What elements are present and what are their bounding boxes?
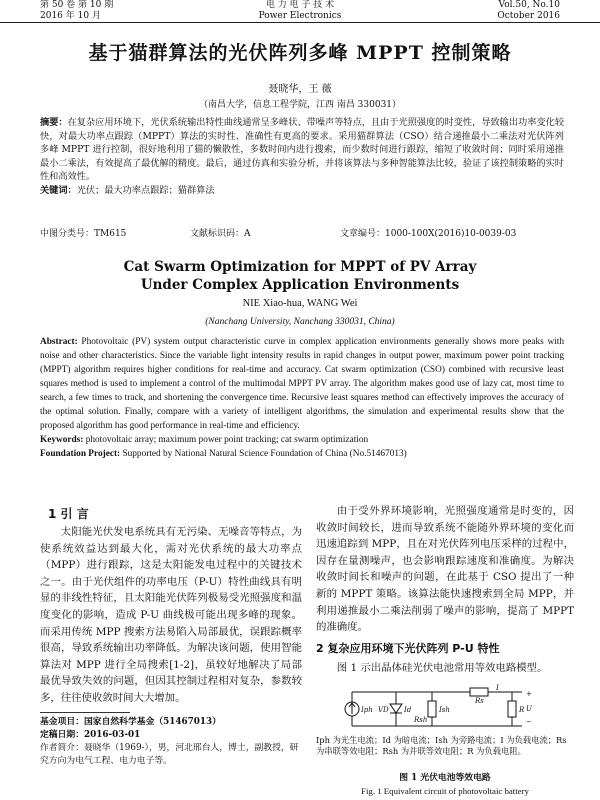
figure-1-caption-en: Fig. 1 Equivalent circuit of photovoltaic battery: [361, 786, 529, 796]
section-1-para-1: 太阳能光伏发电系统具有无污染、无噪音等特点，为使系统效益达到最大化，需对光伏系统的最大功率点（MPP）进行跟踪，这是太阳能发电过程中的关键技术之一。由于光伏组件的功率电压（P-U）特性曲线具有明显的非线性特征，且太阳能光伏阵列极易受光照强度和温度变化的影响，造成 P-U 曲线极可能出现多峰的现象。而采用传统 MPP 搜索方法易陷入局部最优，误跟踪概率很高，导致系统输出功率降低。为解决该问题，使用智能算法对 MPP 进行全局搜索[1-2]，虽较好地解决了局部最优导致失效的问题，但因其控制过程相对复杂，参数较多，往往使收敛时间大大增加。: [40, 526, 302, 704]
label-rsh: Rsh: [414, 716, 428, 724]
journal-name-cn: 电 力 电 子 技 术: [265, 0, 335, 10]
affiliation: （南昌大学，信息工程学院，江西 南昌 330031）: [198, 100, 402, 110]
footnote-rule: [40, 712, 130, 713]
section-2-heading: 2 复杂应用环境下光伏阵列 P-U 特性: [316, 642, 500, 655]
abstract-cn: [40, 116, 564, 197]
keywords-label: 关键词：: [40, 184, 77, 196]
volume-right: Vol.50, No.10: [498, 0, 560, 10]
authors: 聂晓华，王 薇: [268, 84, 332, 95]
abstract-cn-text: 在复杂应用环境下，光伏系统输出特性曲线通常呈多峰状、带噪声等特点，且由于光照强度的时变性，导致输出功率变化较快，对最大功率点跟踪（MPPT）算法的实时性、准确性有更高的要求。采用猫群算法（CSO）结合递推最小二乘法对光伏阵列多峰 MPPT 进行控制，很好地利用了猫的懒散性，多数时间内进行搜索，而少数时间进行跟踪，缩短了收敛时间；同时采用递推最小二乘法，有效提高了最优解的精度。最后，通过仿真和实验分析，并将该算法与多种智能算法比较，验证了该控制策略的实时性和高效性。: [40, 117, 565, 182]
keywords-cn: 光伏；最大功率点跟踪；猫群算法: [76, 184, 215, 196]
figure-1-caption-cn: 图 1 光伏电池等效电路: [399, 773, 491, 783]
label-rs: Rs: [475, 697, 484, 705]
figure-1-circuit: [336, 684, 536, 732]
english-affiliation: (Nanchang University, Nanchang 330031, China): [205, 317, 395, 327]
document-code: 文献标识码：A: [190, 229, 251, 239]
keywords-en: photovoltaic array; maximum power point tracking; cat swarm optimization: [85, 435, 369, 445]
english-authors: NIE Xiao-hua, WANG Wei: [242, 298, 358, 309]
journal-name-en: Power Electronics: [258, 11, 342, 21]
clc-number: 中图分类号：TM615: [40, 229, 127, 239]
section-1-para-2: 由于受外界环境影响，光照强度通常是时变的，因收敛时间较长，进而导致系统不能随外界环境的变化而迅速追踪到 MPP，且在对光伏阵列电压采样的过程中，因存在量测噪声，也会影响跟踪速度和准确度。为解决收敛时间长和噪声的问题，在此基于 CSO 提出了一种新的 MPPT 策略。该算法能快速搜索到全局 MPP，并利用递推最小二乘法削弱了噪声的影响，提高了 MPPT 的准确度。: [316, 505, 574, 634]
rsh-resistor: [428, 701, 436, 717]
abstract-label: 摘要：: [40, 117, 68, 128]
label-id: Id: [404, 706, 412, 714]
page-header: [0, 0, 600, 23]
diode-symbol: [390, 704, 402, 713]
label-minus: −: [526, 718, 532, 726]
abstract-en-label: Abstract:: [40, 337, 78, 347]
footnote-author: 作者简介：聂晓华（1969-），男，河北邢台人，博士，副教授，研究方向为电气工程、电力电子等。: [40, 743, 299, 766]
english-title-line2: Under Complex Application Environments: [140, 277, 460, 293]
label-u: U: [526, 705, 532, 713]
section-2-para-1: 图 1 示出晶体硅光伏电池常用等效电路模型。: [336, 662, 548, 674]
label-i: I: [496, 684, 499, 692]
article-number: 文章编号：1000-100X(2016)10-0039-03: [340, 229, 517, 239]
volume-left: 第 50 卷 第 10 期: [40, 0, 114, 10]
label-plus: +: [526, 690, 532, 698]
abstract-en-text: Photovoltaic (PV) system output characteristic curve in complex application environments generally shows more peaks with noise and other characteristics. Since the variable light intensity results in rapid changes in output power, maximum power point tracking (MPPT) algorithm requires higher conditions for real-time and accuracy. Cat swarm optimization (CSO) combined with recursive least squares method is used to implement a control of the multimodal MPPT PV array. The algorithm makes good use of lazy cat, most time to search, a few times to track, and shortening the convergence time. Recursive least squares method can effectively improves the accuracy of the optimal solution. Finally, compare with a variety of intelligent algorithms, the simulation and experimental results show that the proposed algorithm has good performance in real-time and efficiency.: [40, 337, 564, 431]
date-right: October 2016: [497, 11, 560, 21]
footnote-date: 定稿日期：2016-03-01: [40, 730, 141, 740]
english-title-line1: Cat Swarm Optimization for MPPT of PV Array: [123, 259, 477, 275]
footnote: [40, 712, 302, 768]
foundation-label: Foundation Project:: [40, 449, 121, 459]
footnote-fund: 基金项目：国家自然科学基金（51467013）: [40, 717, 221, 727]
section-1-heading: 1 引 言: [48, 507, 89, 521]
label-iph: Iph: [361, 706, 373, 714]
label-r: R: [519, 706, 525, 714]
rs-resistor: [470, 688, 488, 696]
figure-1-legend: Iph 为光生电流；Id 为暗电流；Ish 为旁路电流；I 为负载电流；Rs 为串联等效电阻；Rsh 为并联等效电阻；R 为负载电阻。: [316, 735, 567, 756]
label-ish: Ish: [439, 706, 450, 714]
date-left: 2016 年 10 月: [40, 11, 101, 21]
abstract-en: [40, 335, 564, 461]
keywords-en-label: Keywords:: [40, 435, 84, 445]
paper-title: 基于猫群算法的光伏阵列多峰 MPPT 控制策略: [88, 42, 512, 64]
label-vd: VD: [378, 706, 389, 714]
load-resistor: [508, 701, 516, 717]
foundation-text: Supported by National Natural Science Foundation of China (No.51467013): [122, 449, 407, 459]
